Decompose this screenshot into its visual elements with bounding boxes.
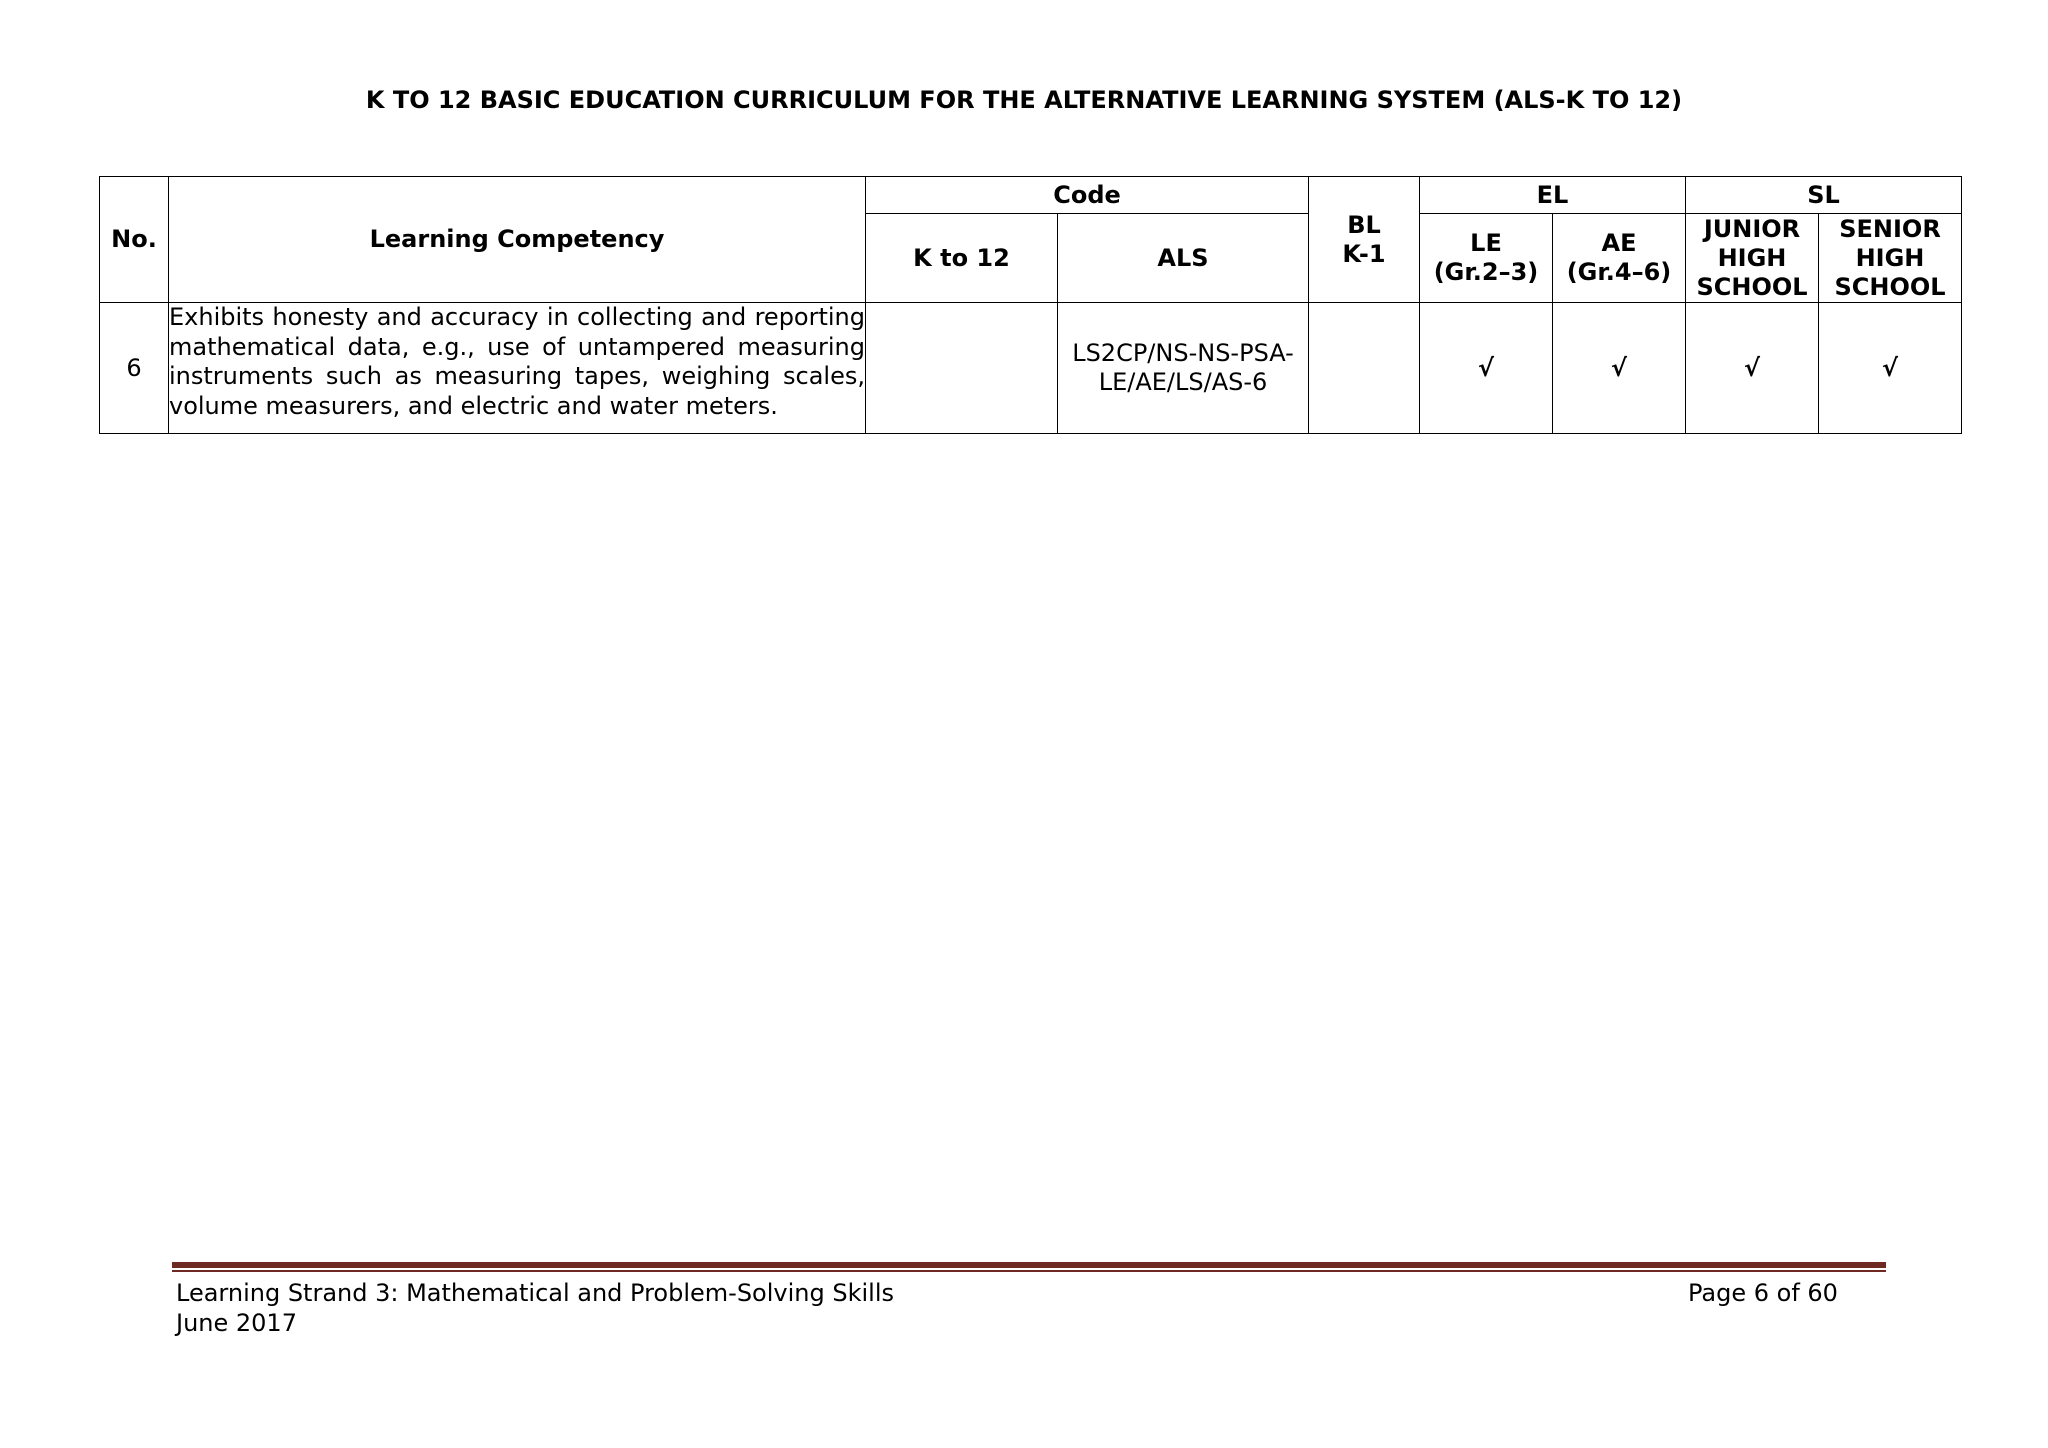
header-senior-high-school <box>1819 214 1962 303</box>
footer-rule <box>172 1262 1886 1268</box>
row-als-code <box>1058 303 1309 434</box>
footer-date: June 2017 <box>176 1309 297 1337</box>
footer-strand: Learning Strand 3: Mathematical and Problem-Solving Skills <box>176 1279 894 1307</box>
row-number: 6 <box>100 303 169 434</box>
header-no: No. <box>100 177 169 303</box>
row-shs-check: √ <box>1819 303 1962 434</box>
header-le <box>1420 214 1553 303</box>
header-el: EL <box>1420 177 1686 214</box>
row-le-check: √ <box>1420 303 1553 434</box>
table-row <box>100 303 1962 434</box>
header-shs-line2: HIGH <box>1855 243 1925 272</box>
competency-table <box>99 176 1962 434</box>
row-ae-check: √ <box>1553 303 1686 434</box>
header-code: Code <box>866 177 1309 214</box>
header-bl-line1: BL <box>1347 210 1381 239</box>
header-learning-competency: Learning Competency <box>169 177 866 303</box>
row-als-code-line1: LS2CP/NS-NS-PSA- <box>1072 339 1294 367</box>
row-bl <box>1309 303 1420 434</box>
header-le-line1: LE <box>1470 229 1502 257</box>
header-shs-line1: SENIOR <box>1839 214 1941 243</box>
footer-page-number: Page 6 of 60 <box>1688 1279 1838 1307</box>
header-jhs-line2: HIGH <box>1717 243 1787 272</box>
header-row-1 <box>100 177 1962 214</box>
header-junior-high-school <box>1686 214 1819 303</box>
header-bl <box>1309 177 1420 303</box>
header-ae-line2: (Gr.4–6) <box>1566 258 1672 286</box>
header-ae-line1: AE <box>1601 229 1637 257</box>
header-ae <box>1553 214 1686 303</box>
header-k-to-12: K to 12 <box>866 214 1058 303</box>
page-title: K TO 12 BASIC EDUCATION CURRICULUM FOR THE ALTERNATIVE LEARNING SYSTEM (ALS-K TO 12) <box>365 86 1683 114</box>
header-bl-line2: K-1 <box>1342 239 1386 268</box>
header-shs-line3: SCHOOL <box>1834 272 1946 301</box>
row-als-code-line2: LE/AE/LS/AS-6 <box>1098 368 1268 396</box>
row-k12-code <box>866 303 1058 434</box>
header-jhs-line1: JUNIOR <box>1703 214 1801 243</box>
header-jhs-line3: SCHOOL <box>1696 272 1808 301</box>
footer-left <box>176 1278 894 1338</box>
footer-rule-thin <box>172 1270 1886 1272</box>
row-jhs-check: √ <box>1686 303 1819 434</box>
row-learning-competency: Exhibits honesty and accuracy in collecting and reporting mathematical data, e.g., use of untampered measuring instruments such as measuring tapes, weighing scales, volume measurers, and electric and water meters. <box>169 303 866 434</box>
header-als: ALS <box>1058 214 1309 303</box>
header-le-line2: (Gr.2–3) <box>1433 258 1539 286</box>
header-sl: SL <box>1686 177 1962 214</box>
